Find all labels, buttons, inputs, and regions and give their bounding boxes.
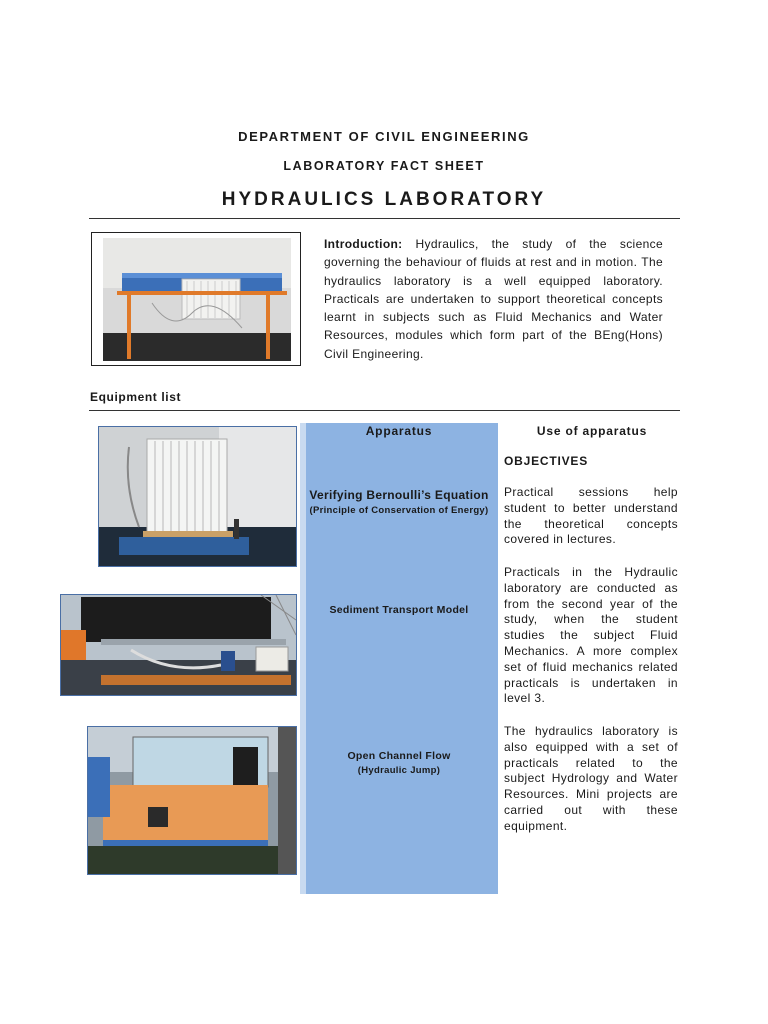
apparatus-subtitle: (Principle of Conservation of Energy) xyxy=(309,505,489,516)
objectives-paragraph-3: The hydraulics laboratory is also equipped with a set of practicals related to the subject Hydrology and Water Resources. Mini projects are carried out with these equipment. xyxy=(504,724,678,833)
introduction-text: Hydraulics, the study of the science governing the behaviour of fluids at rest and in motion. The hydraulics laboratory is a well equipped laboratory. Practicals are undertaken to support theoretical concepts learnt in subjects such as Fluid Mechanics and Water Resources, modules which form part of the BEng(Hons) Civil Engineering. xyxy=(324,237,663,361)
equipment-divider xyxy=(89,410,680,411)
equipment-list-heading: Equipment list xyxy=(90,390,182,404)
use-of-apparatus-header: Use of apparatus xyxy=(536,424,648,438)
open-channel-flow-photo xyxy=(87,726,297,875)
apparatus-item-open-channel xyxy=(306,750,492,776)
introduction-paragraph xyxy=(324,235,663,363)
sediment-transport-photo xyxy=(60,594,297,696)
apparatus-item-bernoulli xyxy=(306,488,492,516)
department-heading: DEPARTMENT OF CIVIL ENGINEERING xyxy=(238,129,530,144)
objectives-heading: OBJECTIVES xyxy=(504,454,589,468)
introduction-label: Introduction: xyxy=(324,237,403,251)
objectives-paragraph-1: Practical sessions help student to better understand the theoretical concepts covered in lectures. xyxy=(504,485,678,547)
apparatus-subtitle: (Hydraulic Jump) xyxy=(357,765,441,776)
objectives-paragraph-2: Practicals in the Hydraulic laboratory are conducted as from the second year of the study, when the student studies the subject Fluid Mechanics. A more complex set of fluid mechanics related practicals is undertaken in level 3. xyxy=(504,565,678,706)
page-title: HYDRAULICS LABORATORY xyxy=(221,189,547,210)
apparatus-name: Sediment Transport Model xyxy=(329,604,469,616)
apparatus-name: Open Channel Flow xyxy=(347,750,451,762)
title-divider xyxy=(89,218,680,219)
bernoulli-apparatus-photo xyxy=(98,426,297,567)
apparatus-header: Apparatus xyxy=(365,424,433,438)
fact-sheet-subtitle: LABORATORY FACT SHEET xyxy=(283,159,485,173)
apparatus-item-sediment xyxy=(306,604,492,616)
hydraulics-bench-photo xyxy=(91,232,301,366)
apparatus-name: Verifying Bernoulli’s Equation xyxy=(309,488,489,502)
